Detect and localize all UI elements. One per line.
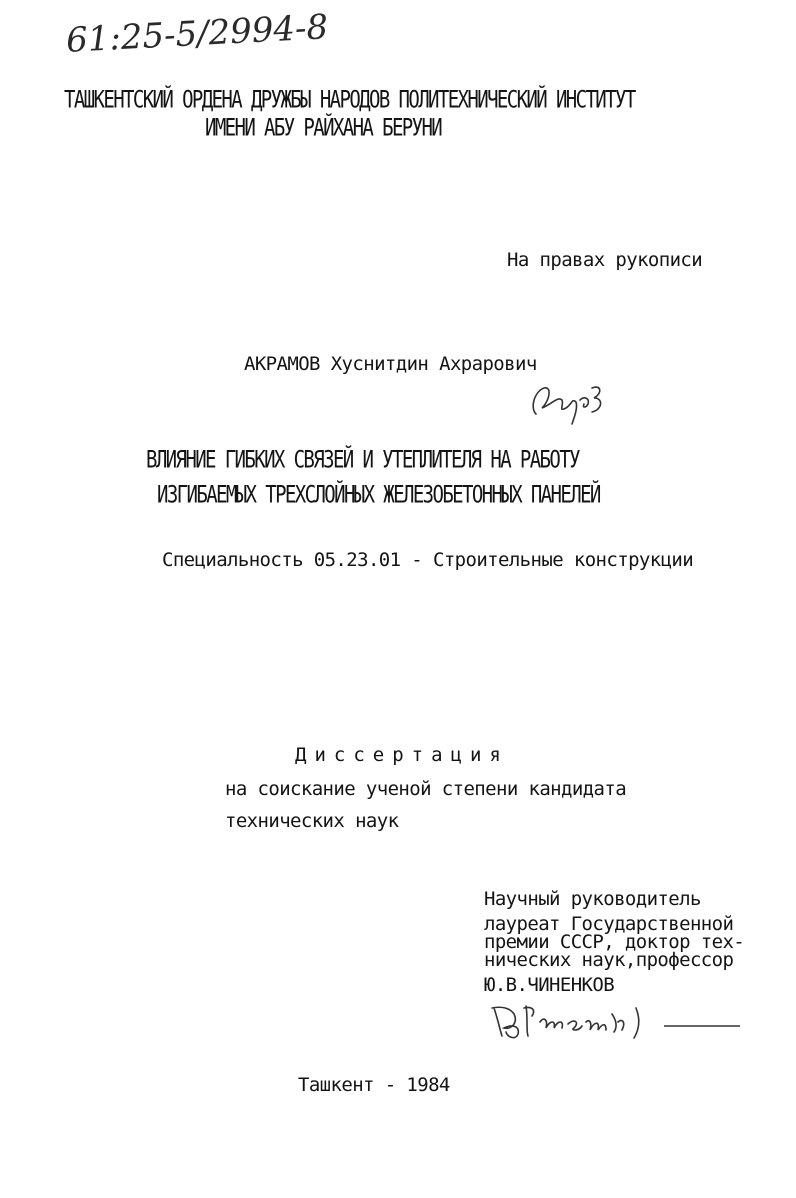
supervisor-line-2: премии СССР, доктор тех-: [484, 931, 745, 953]
author-signature: [528, 378, 608, 426]
title-line-2: ИЗГИБАЕМЫХ ТРЕХСЛОЙНЫХ ЖЕЛЕЗОБЕТОННЫХ ПАНЕЛЕЙ: [157, 481, 600, 509]
author-name: АКРАМОВ Хуснитдин Ахрарович: [244, 353, 537, 375]
specialty: Специальность 05.23.01 - Строительные конструкции: [162, 549, 694, 571]
supervisor-name: Ю.В.ЧИНЕНКОВ: [484, 974, 615, 996]
supervisor-role: Научный руководитель: [484, 888, 701, 910]
supervisor-line-3: нических наук,профессор: [484, 949, 734, 971]
dissertation-line-1: на соискание ученой степени кандидата: [225, 778, 627, 800]
dissertation-heading: Диссертация: [295, 744, 509, 766]
archive-code: 61:25-5/2994-8: [65, 7, 330, 61]
dissertation-line-2: технических наук: [225, 810, 399, 832]
supervisor-line-1: лауреат Государственной: [484, 913, 734, 935]
title-line-1: ВЛИЯНИЕ ГИБКИХ СВЯЗЕЙ И УТЕПЛИТЕЛЯ НА РАБОТУ: [146, 446, 579, 474]
supervisor-signature: [488, 998, 748, 1044]
manuscript-note: На правах рукописи: [507, 249, 703, 271]
institute-line-1: ТАШКЕНТСКИЙ ОРДЕНА ДРУЖБЫ НАРОДОВ ПОЛИТЕХНИЧЕСКИЙ ИНСТИТУТ: [64, 86, 635, 114]
place-year: Ташкент - 1984: [298, 1074, 450, 1096]
institute-line-2: ИМЕНИ АБУ РАЙХАНА БЕРУНИ: [205, 114, 442, 142]
